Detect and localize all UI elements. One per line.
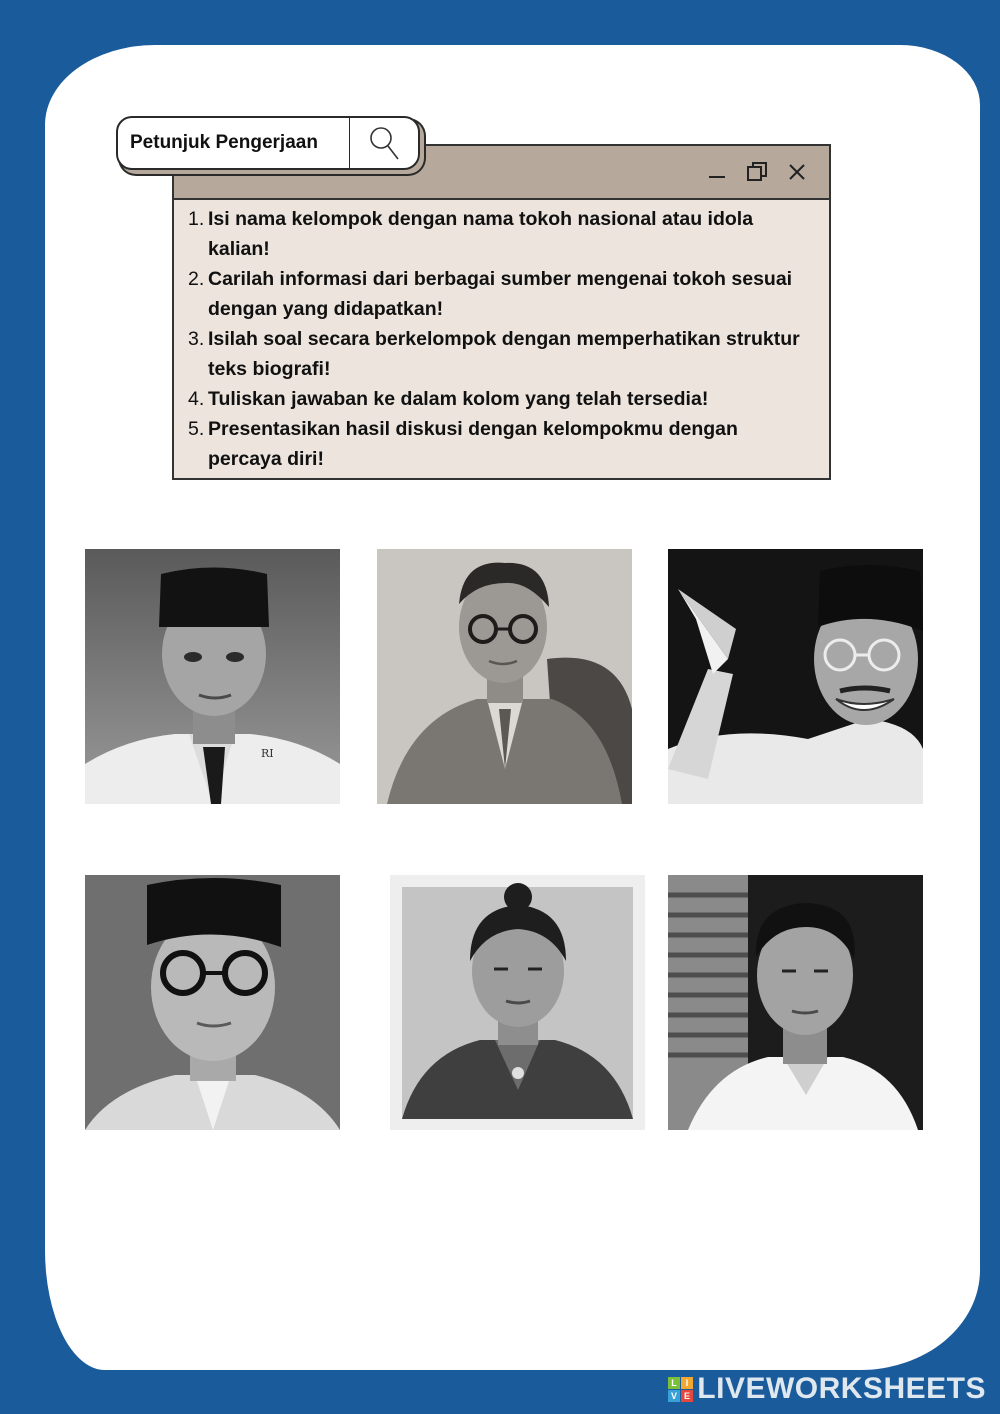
photo-badge-text: RI: [261, 747, 274, 760]
portrait-photo-1: [85, 549, 340, 804]
list-item: [188, 414, 811, 474]
step-number: 2.: [188, 268, 205, 290]
logo-letter: E: [681, 1390, 693, 1402]
brand-name: LIVEWORKSHEETS: [697, 1372, 986, 1405]
portrait-photo-5: [390, 875, 645, 1130]
search-icon: [367, 124, 401, 162]
instructions-title: Petunjuk Pengerjaan: [130, 132, 318, 153]
restore-button[interactable]: [745, 160, 769, 184]
step-text: Presentasikan hasil diskusi dengan kelompokmu dengan percaya diri!: [208, 418, 738, 470]
step-text: Tuliskan jawaban ke dalam kolom yang telah tersedia!: [208, 388, 709, 410]
search-button[interactable]: [349, 118, 418, 168]
portrait-photo-3: [668, 549, 923, 804]
logo-letter: I: [681, 1377, 693, 1389]
logo-squares: [668, 1377, 693, 1402]
instructions-window: [172, 144, 831, 480]
step-text: Isi nama kelompok dengan nama tokoh nasional atau idola kalian!: [208, 208, 754, 260]
step-number: 4.: [188, 388, 205, 410]
step-text: Carilah informasi dari berbagai sumber mengenai tokoh sesuai dengan yang didapatkan!: [208, 268, 793, 320]
liveworksheets-logo: [668, 1372, 986, 1406]
step-number: 5.: [188, 418, 205, 440]
portrait-photo-4: [85, 875, 340, 1130]
instructions-search-bar[interactable]: [116, 116, 420, 170]
logo-letter: L: [668, 1377, 680, 1389]
minimize-button[interactable]: [705, 160, 729, 184]
list-item: [188, 264, 811, 324]
restore-icon: [746, 161, 768, 183]
list-item: [188, 204, 811, 264]
close-icon: [787, 162, 807, 182]
list-item: [188, 384, 811, 414]
step-number: 1.: [188, 208, 205, 230]
logo-letter: V: [668, 1390, 680, 1402]
minimize-icon: [707, 162, 727, 182]
step-text: Isilah soal secara berkelompok dengan memperhatikan struktur teks biografi!: [208, 328, 800, 380]
portrait-photo-6: [668, 875, 923, 1130]
step-number: 3.: [188, 328, 205, 350]
close-button[interactable]: [785, 160, 809, 184]
list-item: [188, 324, 811, 384]
portrait-photo-2: [377, 549, 632, 804]
instruction-list: [174, 200, 829, 474]
